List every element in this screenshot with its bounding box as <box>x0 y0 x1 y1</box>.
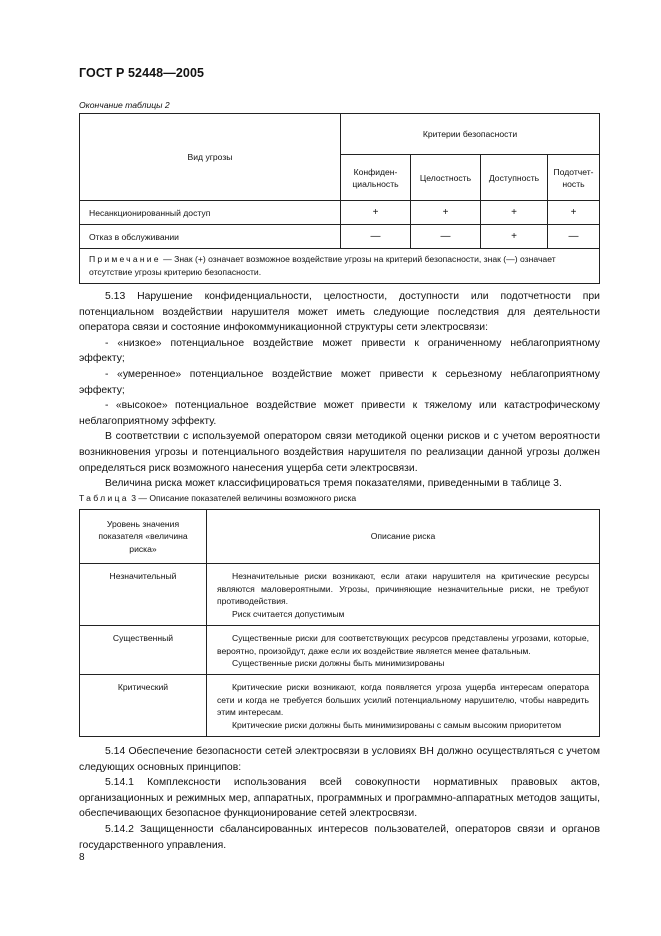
table3-header-level: Уровень значения показателя «величина риска» <box>80 510 207 564</box>
list-item: - «высокое» потенциальное воздействие может привести к тяжелому или катастрофическому неблагоприятному эффекту. <box>79 400 600 427</box>
table2-mark: + <box>548 201 600 225</box>
table3-level-cell: Незначительный <box>80 564 207 626</box>
table3-description-cell <box>207 564 600 626</box>
table3-description-cell <box>207 674 600 736</box>
table3-caption-title: 3 — Описание показателей величины возможного риска <box>131 493 357 503</box>
risk-note: Критические риски должны быть минимизированы с самым высоким приоритетом <box>232 720 562 731</box>
note-text: — Знак (+) означает возможное воздействие угрозы на критерий безопасности, знак (—) означает отсутствие угрозы критерию безопасности. <box>89 254 556 277</box>
table2-mark: + <box>341 201 411 225</box>
list-item: - «умеренное» потенциальное воздействие может привести к серьезному неблагоприятному эффекту; <box>79 368 600 396</box>
table3-level-cell: Критический <box>80 674 207 736</box>
table3-level-cell: Существенный <box>80 625 207 674</box>
table2-note <box>80 249 600 284</box>
paragraph: В соответствии с используемой оператором связи методикой оценки рисков и с учетом вероятности возникновения угрозы и потенциального воздействия нарушителя по реализации данной угрозы должен определяться риск возможного нанесения ущерба сети электросвязи. <box>79 431 600 474</box>
table2-mark: — <box>411 225 481 249</box>
paragraph: Величина риска может классифицироваться тремя показателями, приведенными в таблице 3. <box>105 478 562 490</box>
table-row <box>80 564 600 626</box>
paragraph: 5.13 Нарушение конфиденциальности, целостности, доступности или подотчетности при потенциальном воздействии нарушителя может иметь следующие последствия для деятельности оператора связи и состояние инфокоммуникационной структуры сети электросвязи: <box>79 291 600 334</box>
table2-mark: + <box>481 201 548 225</box>
table-row <box>80 201 600 225</box>
table2-threat-cell: Несанкционированный доступ <box>80 201 341 225</box>
table-row <box>80 625 600 674</box>
section-5-14 <box>79 744 600 853</box>
risk-description: Критические риски возникают, когда появляется угроза ущерба интересам оператора сети и когда не требуется больших усилий потенциальному нарушителю, чтобы навредить этим интересам. <box>217 681 589 718</box>
list-item: - «низкое» потенциальное воздействие может привести к ограниченному неблагоприятному эффекту; <box>79 337 600 365</box>
note-label: Примечание <box>89 254 161 264</box>
table2-mark: — <box>341 225 411 249</box>
table2-criterion-accountability: Подотчет- ность <box>548 155 600 201</box>
table2-header-threat: Вид угрозы <box>80 114 341 201</box>
table-row <box>80 674 600 736</box>
paragraph: 5.14.2 Защищенности сбалансированных интересов пользователей, операторов связи и органов государственного управления. <box>79 823 600 851</box>
risk-note: Риск считается допустимым <box>232 609 345 620</box>
table2-caption: Окончание таблицы 2 <box>79 100 170 110</box>
page-number: 8 <box>79 852 85 863</box>
table2-criterion-availability: Доступность <box>481 155 548 201</box>
risk-note: Существенные риски должны быть минимизированы <box>232 658 445 669</box>
table3 <box>79 509 600 737</box>
paragraph: 5.14 Обеспечение безопасности сетей электросвязи в условиях ВН должно осуществляться с учетом следующих основных принципов: <box>79 746 600 773</box>
table2-criterion-confidentiality: Конфиден- циальность <box>341 155 411 201</box>
risk-description: Существенные риски для соответствующих ресурсов представлены угрозами, которые, вероятно, произойдут, даже если их воздействие является менее фатальным. <box>217 632 589 656</box>
table2-threat-cell: Отказ в обслуживании <box>80 225 341 249</box>
table2-mark: + <box>481 225 548 249</box>
table3-caption-label: Таблица <box>79 493 129 503</box>
table-row <box>80 225 600 249</box>
table2 <box>79 113 600 284</box>
paragraph: 5.14.1 Комплексности использования всей совокупности нормативных правовых актов, организационных и режимных мер, аппаратных, программных и программно-аппаратных методов защиты, обеспечивающих безопасное функционирование сетей электросвязи. <box>79 777 600 820</box>
table3-header-description: Описание риска <box>207 510 600 564</box>
table3-caption <box>79 493 356 503</box>
risk-description: Незначительные риски возникают, если атаки нарушителя на критические ресурсы являются маловероятными. Угрозы, причиняющие незначительные риски, не требуют противодействия. <box>217 571 589 607</box>
document-header-code: ГОСТ Р 52448—2005 <box>79 66 205 80</box>
table2-criterion-integrity: Целостность <box>411 155 481 201</box>
section-5-13 <box>79 289 600 492</box>
table2-header-criteria: Критерии безопасности <box>341 114 600 155</box>
table3-description-cell <box>207 625 600 674</box>
table2-mark: — <box>548 225 600 249</box>
table2-mark: + <box>411 201 481 225</box>
